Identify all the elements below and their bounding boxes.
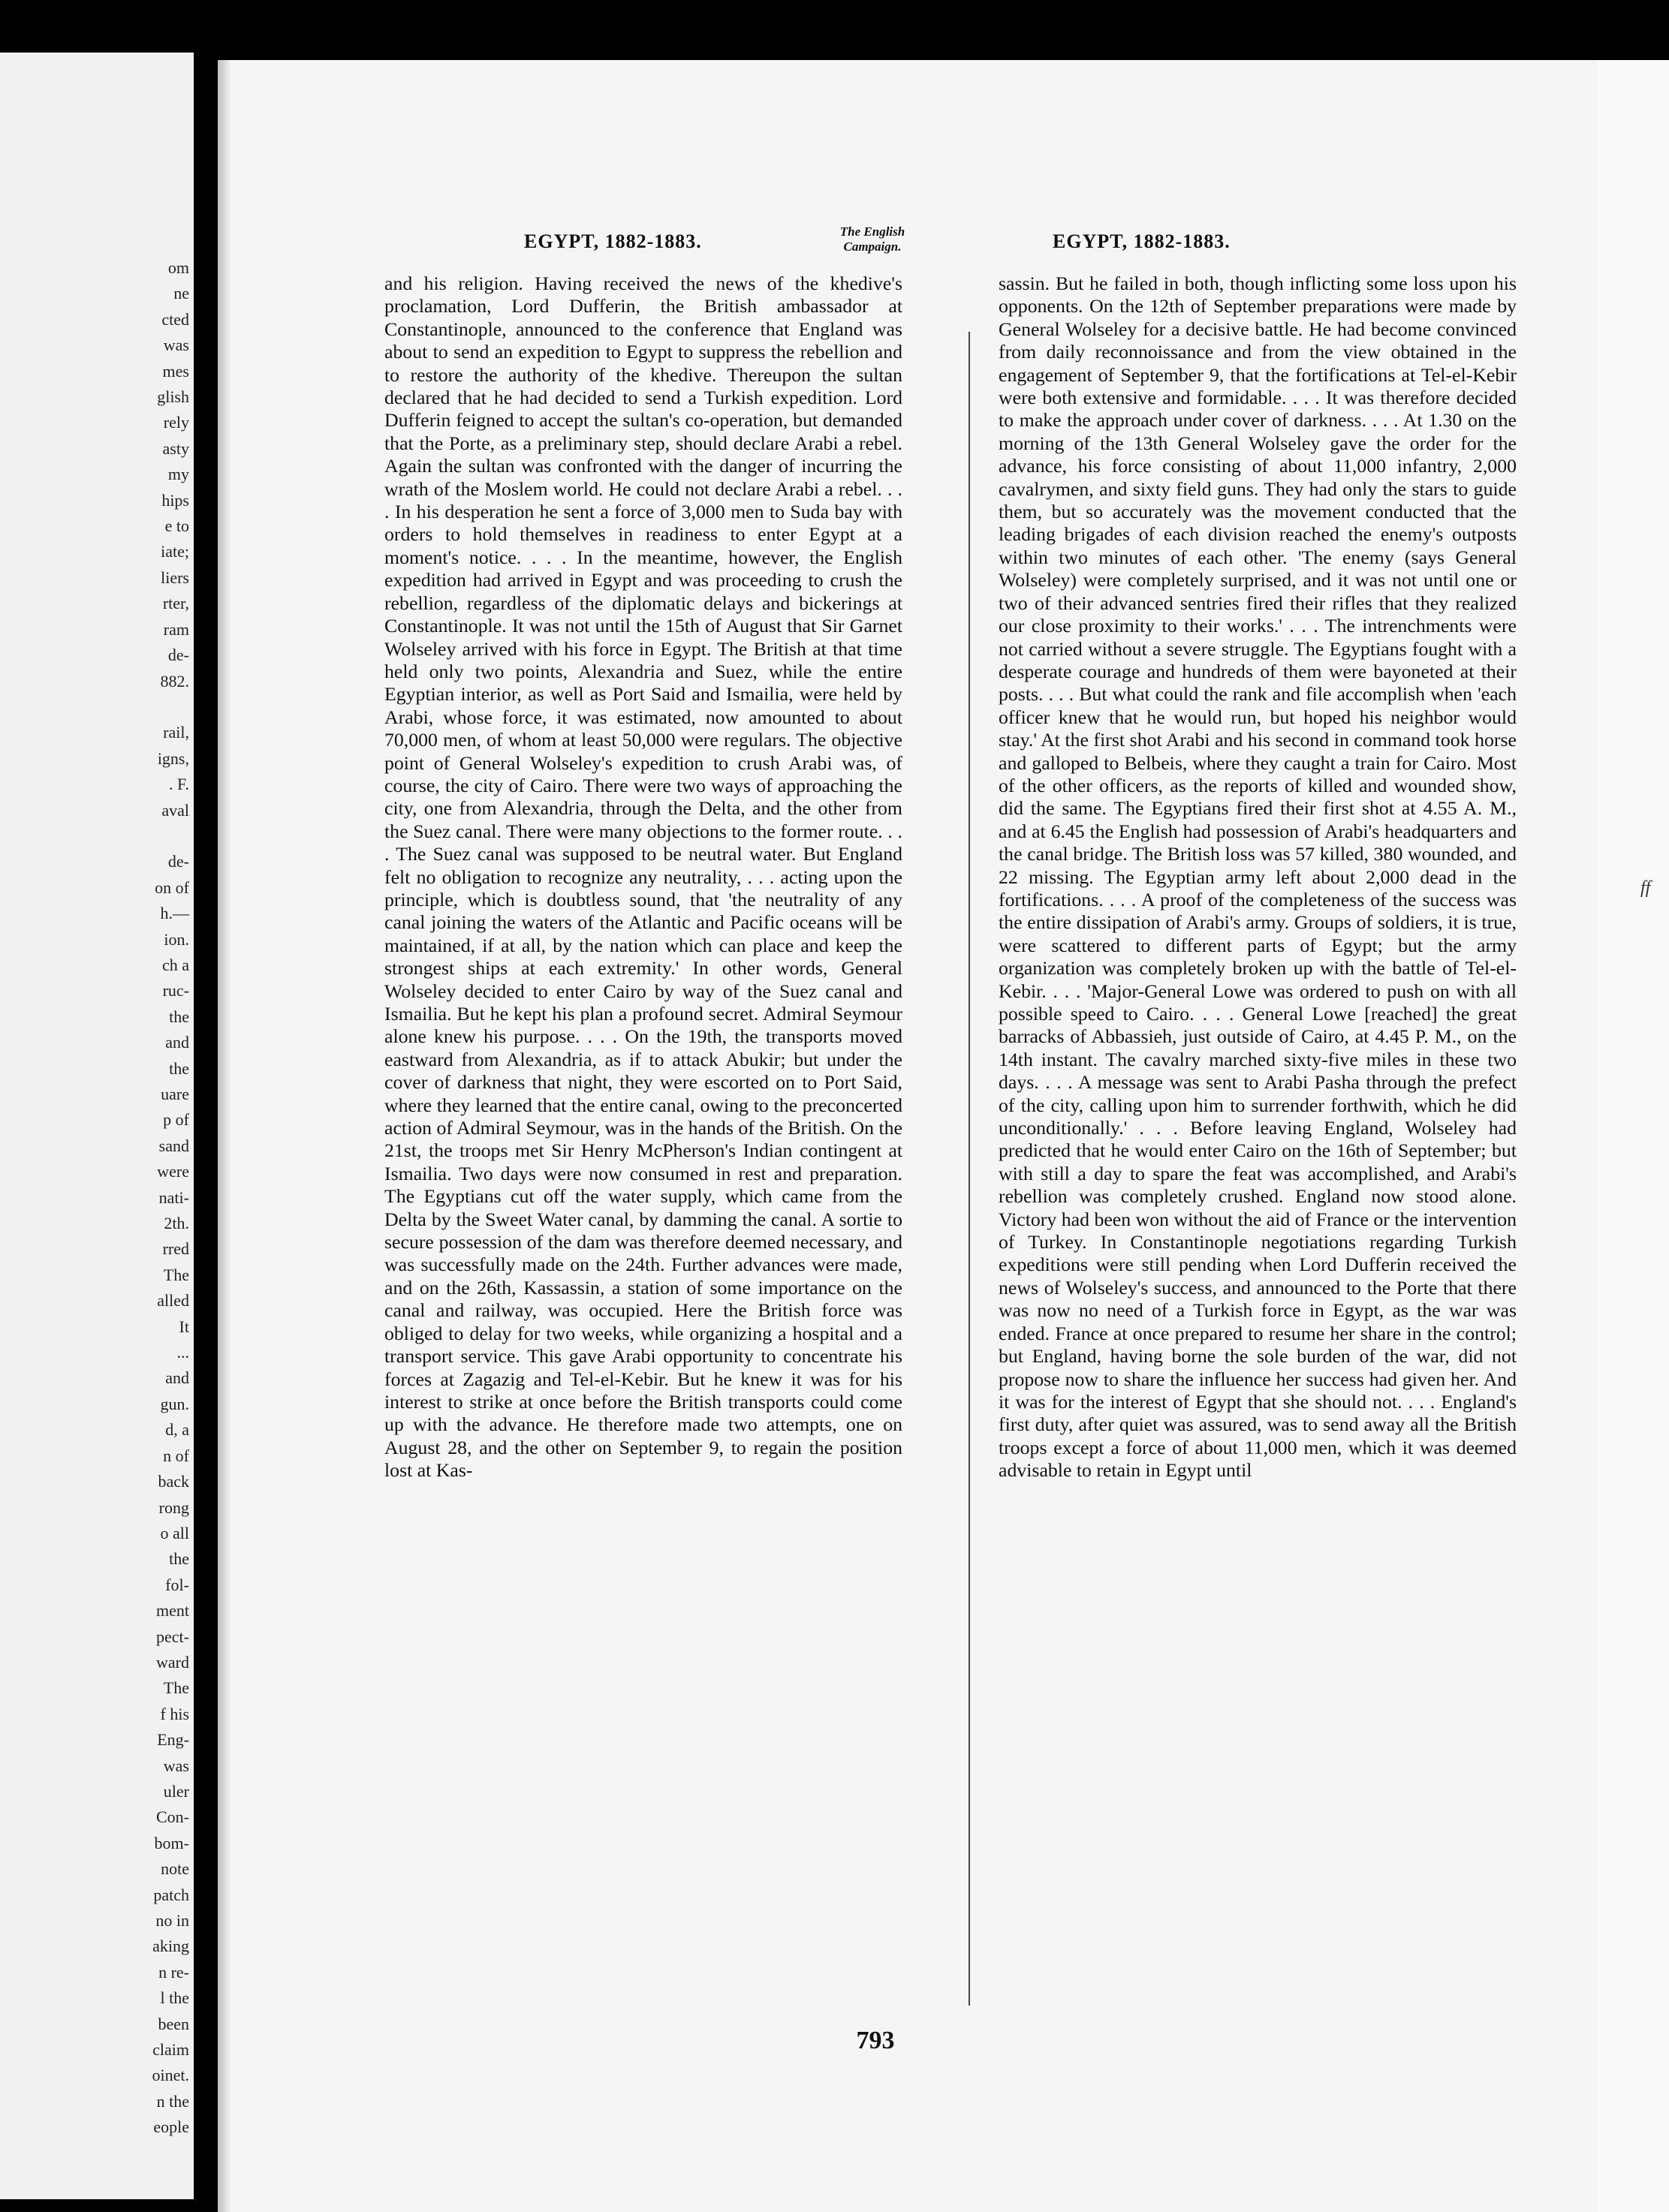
facing-page-line: ch a <box>161 955 189 974</box>
facing-page-line: no in <box>155 1911 189 1930</box>
facing-page-line: h.— <box>160 904 189 923</box>
facing-page-line: bom- <box>154 1833 189 1852</box>
facing-page-line: The <box>163 1265 189 1284</box>
book-gutter <box>194 0 218 2212</box>
facing-page-line: . F. <box>169 775 189 794</box>
facing-page-line: asty <box>162 438 189 458</box>
facing-page-line: the <box>169 1058 189 1078</box>
facing-page-line: gun. <box>160 1394 189 1413</box>
facing-page-line: aking <box>152 1937 189 1956</box>
facing-page-line: ion. <box>164 929 189 949</box>
running-header <box>218 220 1598 265</box>
facing-page-line: de- <box>167 852 189 871</box>
facing-page-line: my <box>167 465 189 484</box>
facing-page-line: mes <box>162 361 189 381</box>
book-page <box>218 60 1669 2212</box>
facing-page-line: claim <box>152 2040 189 2060</box>
header-side-note: The English Campaign. <box>839 224 905 254</box>
page-margin <box>1598 60 1669 2212</box>
facing-page-line: note <box>161 1859 189 1879</box>
column-left-text: and his religion. Having received the news of the khedive's proclamation, Lord Dufferin, the British ambassador at Constantinople, announced to the conference that England was about to send an expedition to Egypt to suppress the rebellion and to restore the authority of the khedive. Thereupon the sultan declared that he had decided to send a Turkish expedition. Lord Dufferin feigned to accept the sultan's co-operation, but demanded that the Porte, as a preliminary step, should declare Arabi a rebel. Again the sultan was confronted with the danger of incurring the wrath of the Moslem world. He could not declare Arabi a rebel. . . . In his desperation he sent a force of 3,000 men to Suda bay with orders to hold themselves in readiness to enter Egypt at a moment's notice. . . . In the meantime, however, the English expedition had arrived in Egypt and was proceeding to crush the rebellion, regardless of the diplomatic delays and bickerings at Constantinople. It was not until the 15th of August that Sir Garnet Wolseley arrived with his force in Egypt. The British at that time held only two points, Alexandria and Suez, while the entire Egyptian interior, as well as Port Said and Ismailia, were held by Arabi, whose force, it was estimated, now amounted to about 70,000 men, of whom at least 50,000 were regulars. The objective point of General Wolseley's expedition to crush Arabi was, of course, the city of Cairo. There were two ways of approaching the city, one from Alexandria, through the Delta, and the other from the Suez canal. There were many objections to the former route. . . . The Suez canal was supposed to be neutral water. But England felt no obligation to recognize any neutrality, . . . acting upon the principle, which is doubtless sound, that 'the neutrality of any canal joining the waters of the Atlantic and Pacific oceans will be maintained, if at all, by the nation which can place and keep the strongest ships at each extremity.' In other words, General Wolseley decided to enter Cairo by way of the Suez canal and Ismailia. But he kept his plan a profound secret. Admiral Seymour alone knew his purpose. . . . On the 19th, the transports moved eastward from Alexandria, as if to attack Abukir; but under the cover of darkness that night, they were escorted on to Port Said, where they learned that the entire canal, owing to the preconcerted action of Admiral Seymour, was in the hands of the British. On the 21st, the troops met Sir Henry McPherson's Indian contingent at Ismailia. Two days were now consumed in rest and preparation. The Egyptians cut off the water supply, which came from the Delta by the Sweet Water canal, by damming the canal. A sortie to secure possession of the dam was therefore deemed necessary, and was successfully made on the 24th. Further advances were made, and on the 26th, Kassassin, a station of some importance on the canal and railway, was occupied. Here the British force was obliged to delay for two weeks, while organizing a hospital and a transport service. This gave Arabi opportunity to concentrate his forces at Zagazig and Tel-el-Kebir. But he knew it was for his interest to strike at once before the British transports could come up with the advance. He therefore made two attempts, one on August 28, and the other on September 9, to regain the position lost at Kas- <box>384 272 902 1482</box>
facing-page-line: o all <box>160 1523 189 1542</box>
facing-page-line: n the <box>156 2091 189 2111</box>
facing-page-line: pect- <box>156 1627 189 1646</box>
facing-page-line: cted <box>161 309 189 329</box>
facing-page-line: f his <box>160 1704 189 1723</box>
facing-page-line: ... <box>176 1343 189 1362</box>
facing-page-line: n re- <box>158 1962 189 1982</box>
header-left-title: EGYPT, 1882-1883. <box>524 230 702 252</box>
facing-page-line: igns, <box>157 748 189 768</box>
page-shadow <box>218 60 231 2212</box>
facing-page-line: n of <box>163 1446 189 1465</box>
facing-page-text <box>152 255 190 2141</box>
header-right-title: EGYPT, 1882-1883. <box>1053 230 1231 252</box>
facing-page-line <box>152 694 190 720</box>
facing-page-line: fol- <box>165 1575 189 1594</box>
facing-page-line: oinet. <box>152 2066 189 2085</box>
facing-page-line: ram <box>163 619 189 639</box>
facing-page-line: rely <box>163 413 189 432</box>
facing-page-line: iate; <box>161 542 189 561</box>
facing-page-line: uler <box>163 1781 189 1801</box>
facing-page-line: on of <box>155 877 189 897</box>
facing-page-line: alled <box>157 1291 189 1311</box>
text-column-left <box>384 272 902 1482</box>
facing-page-line: the <box>169 1007 189 1026</box>
facing-page-line: was <box>163 336 189 355</box>
facing-page-line: were <box>157 1162 189 1181</box>
facing-page-line: back <box>158 1472 189 1491</box>
facing-page-line: p of <box>163 1110 189 1130</box>
facing-page-line: d, a <box>165 1420 189 1440</box>
facing-page-line: om <box>167 258 189 277</box>
facing-page-line: rail, <box>163 723 189 742</box>
facing-page-line: ward <box>156 1652 189 1672</box>
facing-page-line: rter, <box>162 594 189 613</box>
column-divider <box>969 332 970 2006</box>
facing-page-line: It <box>179 1317 189 1336</box>
facing-page-line: Con- <box>156 1807 189 1827</box>
facing-page-line: hips <box>161 490 189 510</box>
facing-page-line: patch <box>153 1885 189 1904</box>
facing-page-line: the <box>169 1549 189 1569</box>
facing-page-line: l the <box>160 1988 189 2008</box>
facing-page-line: nati- <box>158 1187 189 1207</box>
facing-page-line: ment <box>156 1601 189 1621</box>
facing-page-line: was <box>163 1756 189 1775</box>
facing-page-line: liers <box>161 567 189 587</box>
facing-page-line: Eng- <box>157 1730 189 1750</box>
facing-page-line: 882. <box>160 671 189 691</box>
column-right-text: sassin. But he failed in both, though inflicting some loss upon his opponents. On the 12th of September preparations were made by General Wolseley for a decisive battle. He had become convinced from daily reconnoissance and from the view obtained in the engagement of September 9, that the fortifications at Tel-el-Kebir were both extensive and formidable. . . . It was therefore decided to make the approach under cover of darkness. . . . At 1.30 on the morning of the 13th General Wolseley gave the order for the advance, his force consisting of about 11,000 infantry, 2,000 cavalrymen, and sixty field guns. They had only the stars to guide them, but so accurately was the movement conducted that the leading brigades of each division reached the enemy's outposts within two minutes of each other. 'The enemy (says General Wolseley) were completely surprised, and it was not until one or two of their advanced sentries fired their rifles that they realized our close proximity to their works.' . . . The intrenchments were not carried without a severe struggle. The Egyptians fought with a desperate courage and hundreds of them were bayoneted at their posts. . . . But what could the rank and file accomplish when 'each officer knew that he would run, but hoped his neighbor would stay.' At the first shot Arabi and his second in command took horse and galloped to Belbeis, where they caught a train for Cairo. Most of the other officers, as the reports of killed and wounded show, did the same. The Egyptians fired their first shot at 4.55 A. M., and at 6.45 the English had possession of Arabi's headquarters and the canal bridge. The British loss was 57 killed, 380 wounded, and 22 missing. The Egyptian army left about 2,000 dead in the fortifications. . . . A proof of the completeness of the success was the entire dissipation of Arabi's army. Groups of soldiers, it is true, were scattered to different parts of Egypt; but the army organization was completely broken up with the battle of Tel-el-Kebir. . . . 'Major-General Lowe was ordered to push on with all possible speed to Cairo. . . . General Lowe [reached] the great barracks of Abbassieh, just outside of Cairo, at 4.45 P. M., on the 14th instant. The cavalry marched sixty-five miles in these two days. . . . A message was sent to Arabi Pasha through the prefect of the city, calling upon him to surrender forthwith, which he did unconditionally.' . . . Before leaving England, Wolseley had predicted that he would enter Cairo on the 16th of September; but with still a day to spare the feat was accomplished, and Arabi's rebellion was completely crushed. England now stood alone. Victory had been won without the aid of France or the intervention of Turkey. In Constantinople negotiations regarding Turkish expeditions were still pending when Lord Dufferin received the news of Wolseley's success, and announced to the Porte that there was now no need of a Turkish force in Egypt, as the war was ended. France at once prepared to resume her share in the control; but England, having borne the sole burden of the war, did not propose now to share the influence her success had given her. And it was for the interest of Egypt that she should not. . . . England's first duty, after quiet was assured, was to send away all the British troops except a force of about 11,000 men, which it was deemed advisable to retain in Egypt until <box>999 272 1517 1482</box>
facing-page-line: eople <box>153 2117 189 2137</box>
facing-page-fragment <box>0 53 194 2199</box>
facing-page-line: glish <box>157 387 189 407</box>
facing-page-line: rong <box>158 1497 189 1517</box>
facing-page-line: and <box>165 1368 189 1388</box>
facing-page-line: and <box>165 1033 189 1052</box>
facing-page-line: sand <box>158 1136 189 1155</box>
facing-page-line: ruc- <box>162 981 189 1001</box>
margin-mark: ff <box>1640 878 1651 898</box>
facing-page-line: aval <box>161 800 189 820</box>
facing-page-line: uare <box>161 1085 189 1103</box>
facing-page-line: The <box>163 1678 189 1698</box>
page-body <box>218 60 1598 2212</box>
page-number: 793 <box>856 2027 895 2054</box>
facing-page-line: 2th. <box>164 1214 189 1233</box>
facing-page-line: ne <box>173 284 189 303</box>
text-column-right <box>999 272 1517 1482</box>
facing-page-line: de- <box>167 646 189 665</box>
facing-page-line: been <box>158 2014 189 2033</box>
facing-page-line: e to <box>164 516 189 536</box>
facing-page-line <box>152 823 190 849</box>
facing-page-line: rred <box>162 1239 189 1259</box>
